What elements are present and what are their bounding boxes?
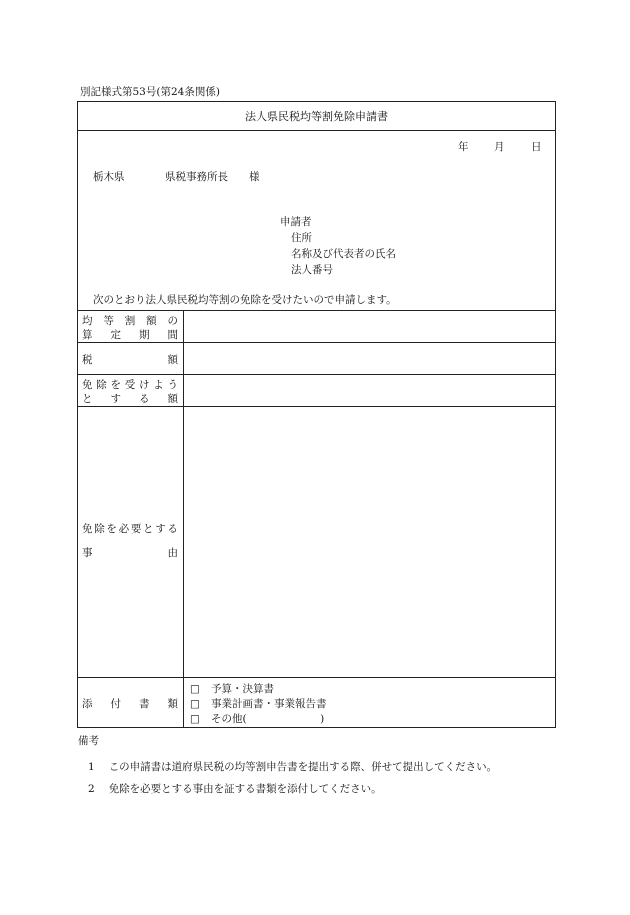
form-number: 別記様式第53号(第24条関係) [80,86,220,98]
attachment-label: その他( ) [211,713,325,725]
attachment-item[interactable] [190,711,324,726]
label-char: 額 [146,315,157,327]
exempt-amount-label-line2 [82,391,178,406]
applicant-corp-number-label: 法人番号 [291,264,333,276]
label-char: け [139,379,150,391]
label-char: 添 [82,698,93,710]
table-left-border [77,101,78,728]
row-divider [77,374,556,375]
label-char: 書 [139,698,150,710]
label-char: う [167,379,178,391]
label-char: る [167,523,178,535]
label-char: を [106,523,117,535]
title-divider [77,130,556,131]
label-char: と [82,393,93,405]
label-char: 期 [139,329,150,341]
note-text: この申請書は道府県民税の均等割申告書を提出する際、併せて提出してください。 [108,761,498,773]
checkbox-icon[interactable]: □ [190,713,200,725]
label-char: 税 [82,354,93,366]
label-char: 付 [110,698,121,710]
label-char: 間 [167,329,178,341]
note-item [88,759,497,774]
row-divider [77,310,556,311]
label-char: 算 [82,329,93,341]
attachment-label: 事業計画書・事業報告書 [211,698,327,710]
label-char: よ [153,379,164,391]
label-char: 必 [118,523,130,535]
table-right-border [555,101,556,728]
note-number: 1 [88,761,95,773]
row-divider [77,342,556,343]
addressee-honorific: 様 [249,171,260,183]
period-label-line1 [82,313,178,328]
label-char: 受 [124,379,136,391]
addressee-office: 県税事務所長 [165,171,228,183]
checkbox-icon[interactable]: □ [190,698,200,710]
label-char: 額 [167,393,178,405]
label-char: 事 [82,547,93,559]
checkbox-icon[interactable]: □ [190,683,200,695]
date-day-label: 日 [531,141,542,153]
period-label-line2 [82,327,178,342]
note-text: 免除を必要とする事由を証する書類を添付してください。 [108,783,382,795]
note-number: 2 [88,783,95,795]
application-statement: 次のとおり法人県民税均等割の免除を受けたいので申請します。 [93,294,397,306]
attachment-label: 予算・決算書 [211,683,274,695]
label-char: の [167,315,178,327]
label-char: 免 [82,523,93,535]
label-char: 額 [167,354,178,366]
form-title: 法人県民税均等割免除申請書 [245,110,388,123]
tax-amount-label [82,352,178,367]
table-top-border [77,101,556,102]
label-char: 割 [124,315,136,327]
exempt-amount-label-line1 [82,377,178,392]
label-char: る [139,393,150,405]
table-bottom-border [77,727,556,728]
attachment-item[interactable] [190,681,274,696]
label-column-divider [183,310,184,727]
label-char: と [143,523,154,535]
label-char: 除 [96,379,107,391]
label-char: 免 [82,379,93,391]
label-char: 定 [110,329,121,341]
reason-label-line2 [82,545,178,560]
row-divider [77,406,556,407]
note-item [88,781,382,796]
label-char: 類 [167,698,178,710]
label-char: す [155,523,166,535]
label-char: す [110,393,121,405]
reason-label-line1 [82,521,178,536]
label-char: を [110,379,121,391]
attachments-label [82,696,178,711]
notes-heading: 備考 [78,735,99,747]
applicant-address-label: 住所 [291,232,312,244]
date-year-label: 年 [458,141,469,153]
applicant-heading: 申請者 [280,216,312,228]
attachment-item[interactable] [190,696,327,711]
label-char: 均 [82,315,93,327]
label-char: 除 [94,523,105,535]
label-char: 要 [130,523,142,535]
addressee-prefecture: 栃木県 [93,171,125,183]
label-char: 等 [103,315,114,327]
date-month-label: 月 [494,141,505,153]
label-char: 由 [167,547,178,559]
row-divider [77,677,556,678]
applicant-name-label: 名称及び代表者の氏名 [291,248,396,260]
